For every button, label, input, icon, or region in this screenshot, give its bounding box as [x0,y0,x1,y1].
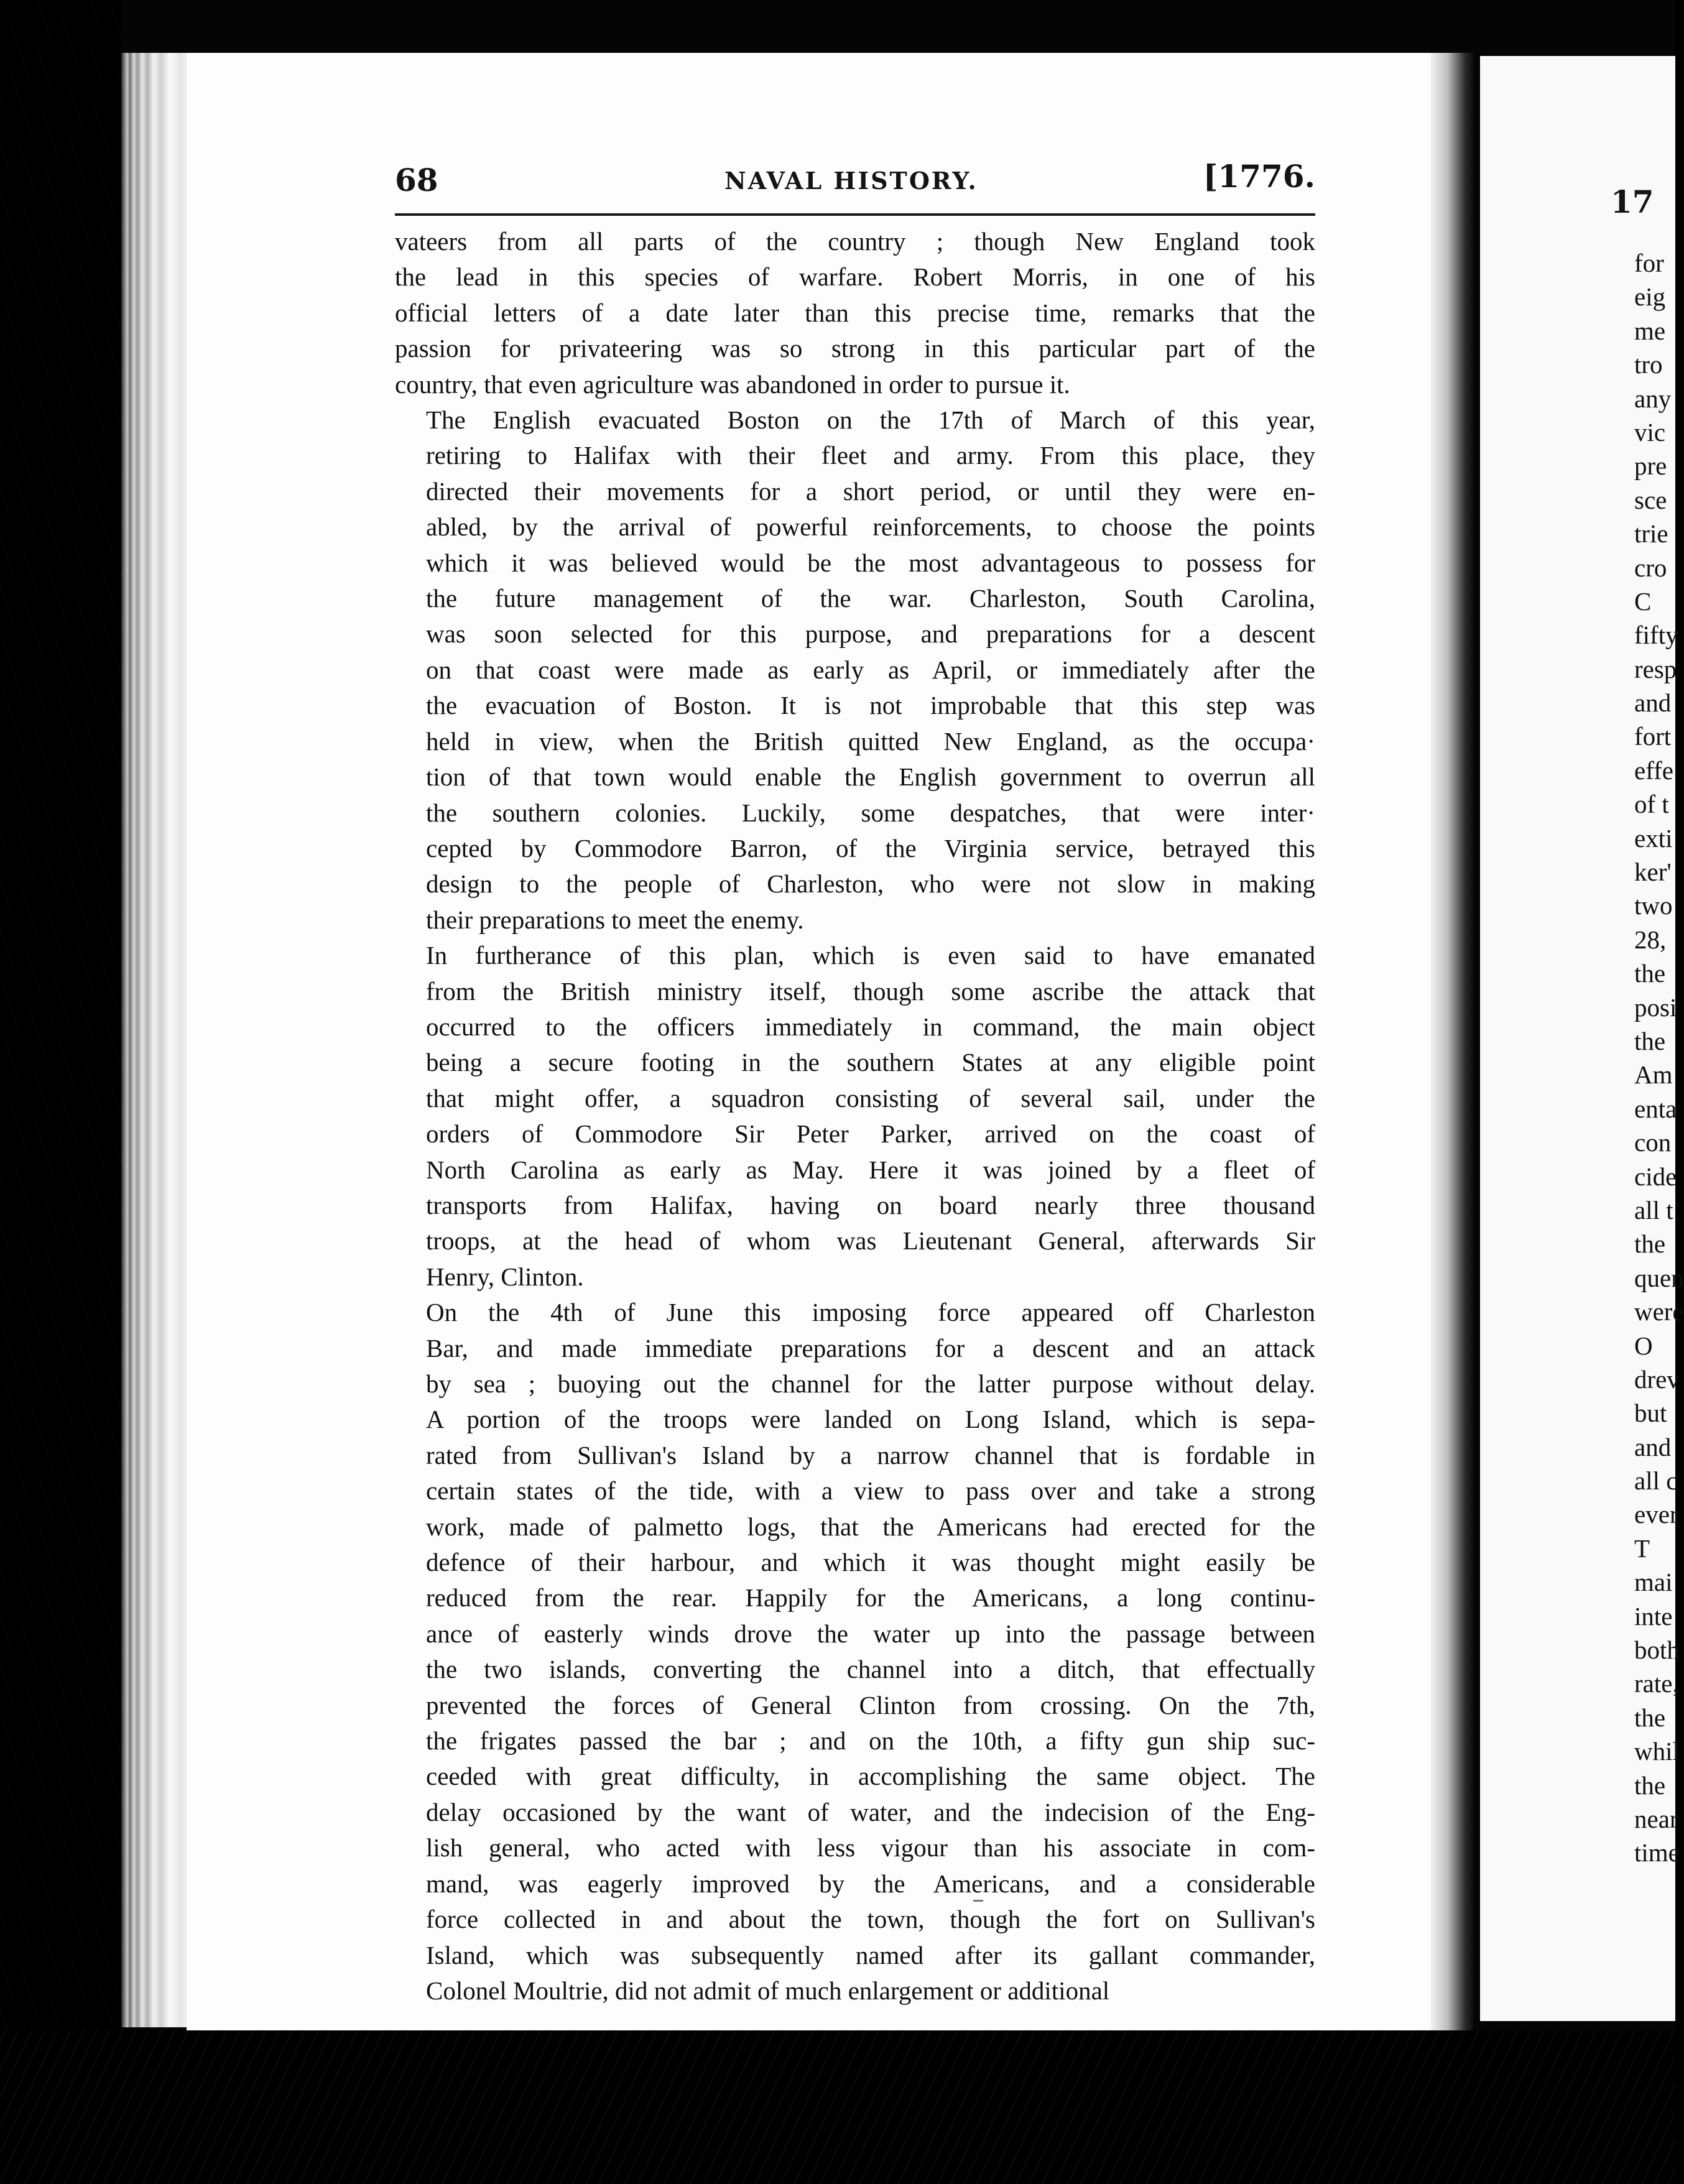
text-line: Colonel Moultrie, did not admit of much enlargement or additional [426,1976,1110,2005]
facing-page-fragment: fifty [1634,621,1678,650]
facing-page-fragment: vic [1634,417,1666,447]
page-header [395,155,1315,211]
text-line: the evacuation of Boston. It is not improbable that this step was [426,691,1315,720]
facing-page-fragment: Am [1634,1060,1673,1090]
text-line: the southern colonies. Luckily, some despatches, that were inter· [426,798,1315,827]
text-line: from the British ministry itself, though some ascribe the attack that [426,976,1315,1006]
facing-page-fragment: sce [1634,485,1667,514]
facing-page-fragment: cide [1634,1162,1677,1191]
paragraph [395,938,1315,1295]
facing-page-fragment: near [1634,1804,1678,1833]
text-line: by sea ; buoying out the channel for the latter purpose without delay. [426,1369,1315,1398]
text-line: delay occasioned by the want of water, and the indecision of the Eng- [426,1797,1315,1826]
facing-page-fragment: mai [1634,1568,1673,1597]
running-title: NAVAL HISTORY. [724,167,978,195]
text-line: cepted by Commodore Barron, of the Virginia service, betrayed this [426,833,1315,863]
text-line: On the 4th of June this imposing force appeared off Charleston [426,1298,1315,1327]
facing-page-fragment: ever [1634,1500,1678,1529]
facing-page-fragment: of t [1634,790,1669,819]
text-line: their preparations to meet the enemy. [426,905,804,934]
text-line: passion for privateering was so strong in this particular part of the [395,334,1315,363]
facing-page-fragment: exti [1634,823,1673,853]
text-line: being a secure footing in the southern States at any eligible point [426,1048,1315,1077]
text-line: tion of that town would enable the English government to overrun all [426,762,1315,792]
text-line: transports from Halifax, having on board nearly three thousand [426,1190,1315,1219]
facing-page-fragment: ker' [1634,858,1672,887]
text-line: In furtherance of this plan, which is even said to have emanated [426,941,1315,970]
facing-page-fragment: two [1634,891,1673,920]
text-line: Bar, and made immediate preparations for a descent and an attack [426,1333,1315,1363]
facing-page-fragment: whil [1634,1737,1680,1766]
scan-background-left [0,0,121,2030]
facing-page-fragment: O [1634,1331,1653,1360]
text-line: mand, was eagerly improved by the Americans, and a considerable [426,1869,1315,1898]
text-line: retiring to Halifax with their fleet and army. From this place, they [426,441,1315,470]
facing-page-fragment: all c [1634,1466,1678,1496]
paragraph [395,224,1315,402]
text-line: rated from Sullivan's Island by a narrow channel that is fordable in [426,1440,1315,1469]
text-line: North Carolina as early as May. Here it was joined by a fleet of [426,1155,1315,1184]
text-line: A portion of the troops were landed on Long Island, which is sepa- [426,1405,1315,1434]
paragraph [395,402,1315,938]
text-line: directed their movements for a short period, or until they were en- [426,476,1315,506]
printer-mark [973,1900,983,1902]
text-line: Island, which was subsequently named after its gallant commander, [426,1940,1315,1969]
facing-page-fragment: the [1634,1703,1666,1732]
text-line: the future management of the war. Charleston, South Carolina, [426,584,1315,613]
facing-page-fragment: all t [1634,1195,1673,1224]
facing-page-fragment: enta [1634,1094,1677,1123]
text-line: ance of easterly winds drove the water up into the passage between [426,1619,1315,1648]
facing-page-fragment: the [1634,1026,1666,1055]
facing-page-text [1634,246,1684,1870]
facing-page-fragment: rate, [1634,1669,1679,1698]
facing-page-fragment: eig [1634,282,1666,312]
facing-page-fragment: C [1634,586,1652,616]
facing-page-fragment: effe [1634,756,1673,785]
facing-page-header: 17 [1611,183,1654,220]
text-line: that might offer, a squadron consisting of several sail, under the [426,1083,1315,1113]
text-line: vateers from all parts of the country ; though New England took [395,227,1315,256]
text-line: country, that even agriculture was abandoned in order to pursue it. [395,369,1070,399]
text-line: work, made of palmetto logs, that the Americans had erected for the [426,1512,1315,1541]
facing-page-fragment: any [1634,384,1672,413]
facing-page-fragment: both [1634,1636,1680,1665]
text-line: defence of their harbour, and which it was thought might easily be [426,1548,1315,1577]
facing-page-fragment: pre [1634,451,1667,481]
text-line: the lead in this species of warfare. Robert Morris, in one of his [395,262,1315,292]
facing-page-fragment: but [1634,1399,1667,1428]
text-line: held in view, when the British quitted New England, as the occupa· [426,726,1315,756]
facing-page-fragment: and [1634,1432,1672,1461]
text-line: prevented the forces of General Clinton from crossing. On the 7th, [426,1690,1315,1719]
text-line: reduced from the rear. Happily for the Americans, a long continu- [426,1583,1315,1613]
facing-page-fragment: the [1634,1770,1666,1800]
text-line: troops, at the head of whom was Lieutenant General, afterwards Sir [426,1226,1315,1256]
facing-page-fragment: resp [1634,654,1677,683]
facing-page-fragment: trie [1634,519,1668,548]
text-line: the frigates passed the bar ; and on the 10th, a fifty gun ship suc- [426,1726,1315,1756]
text-line: was soon selected for this purpose, and preparations for a descent [426,619,1315,649]
facing-page-fragment: 28, [1634,925,1667,954]
text-line: abled, by the arrival of powerful reinforcements, to choose the points [426,512,1315,542]
text-line: orders of Commodore Sir Peter Parker, arrived on the coast of [426,1119,1315,1149]
facing-page-fragment: me [1634,316,1666,345]
text-line: Henry, Clinton. [426,1262,584,1291]
text-line: official letters of a date later than this precise time, remarks that the [395,298,1315,327]
facing-page-fragment: tro [1634,350,1663,379]
text-line: The English evacuated Boston on the 17th of March of this year, [426,405,1315,435]
text-line: lish general, who acted with less vigour than his associate in com- [426,1833,1315,1862]
facing-page-fragment: posi [1634,993,1677,1022]
year-mark: [1776. [1203,158,1315,195]
book-gutter [1430,53,1474,2030]
facing-page-fragment: drev [1634,1364,1680,1394]
text-line: which it was believed would be the most advantageous to possess for [426,548,1315,577]
facing-page-fragment: fort [1634,722,1672,751]
text-line: on that coast were made as early as April, or immediately after the [426,655,1315,684]
header-rule [395,213,1315,216]
facing-page-fragment: T [1634,1534,1650,1563]
body-text [395,224,1315,2009]
facing-page-fragment: cro [1634,553,1667,582]
facing-page-fragment: time [1634,1838,1680,1867]
text-line: the two islands, converting the channel into a ditch, that effectually [426,1655,1315,1684]
text-line: force collected in and about the town, though the fort on Sullivan's [426,1905,1315,1934]
facing-page-fragment: quen [1634,1263,1684,1292]
facing-page-fragment: the [1634,1229,1666,1259]
text-line: design to the people of Charleston, who were not slow in making [426,869,1315,899]
scan-background-bottom [0,2030,1675,2184]
facing-page-fragment: the [1634,959,1666,988]
facing-page-fragment: for [1634,249,1664,277]
facing-page-fragment: and [1634,688,1672,718]
facing-page-fragment: were [1634,1297,1684,1326]
paragraph [395,1295,1315,2009]
facing-page-fragment: inte [1634,1601,1673,1631]
page-number: 68 [395,162,438,198]
text-line: certain states of the tide, with a view to pass over and take a strong [426,1476,1315,1506]
text-line: occurred to the officers immediately in command, the main object [426,1012,1315,1041]
text-line: ceeded with great difficulty, in accomplishing the same object. The [426,1762,1315,1791]
facing-page-fragment: con [1634,1128,1672,1157]
